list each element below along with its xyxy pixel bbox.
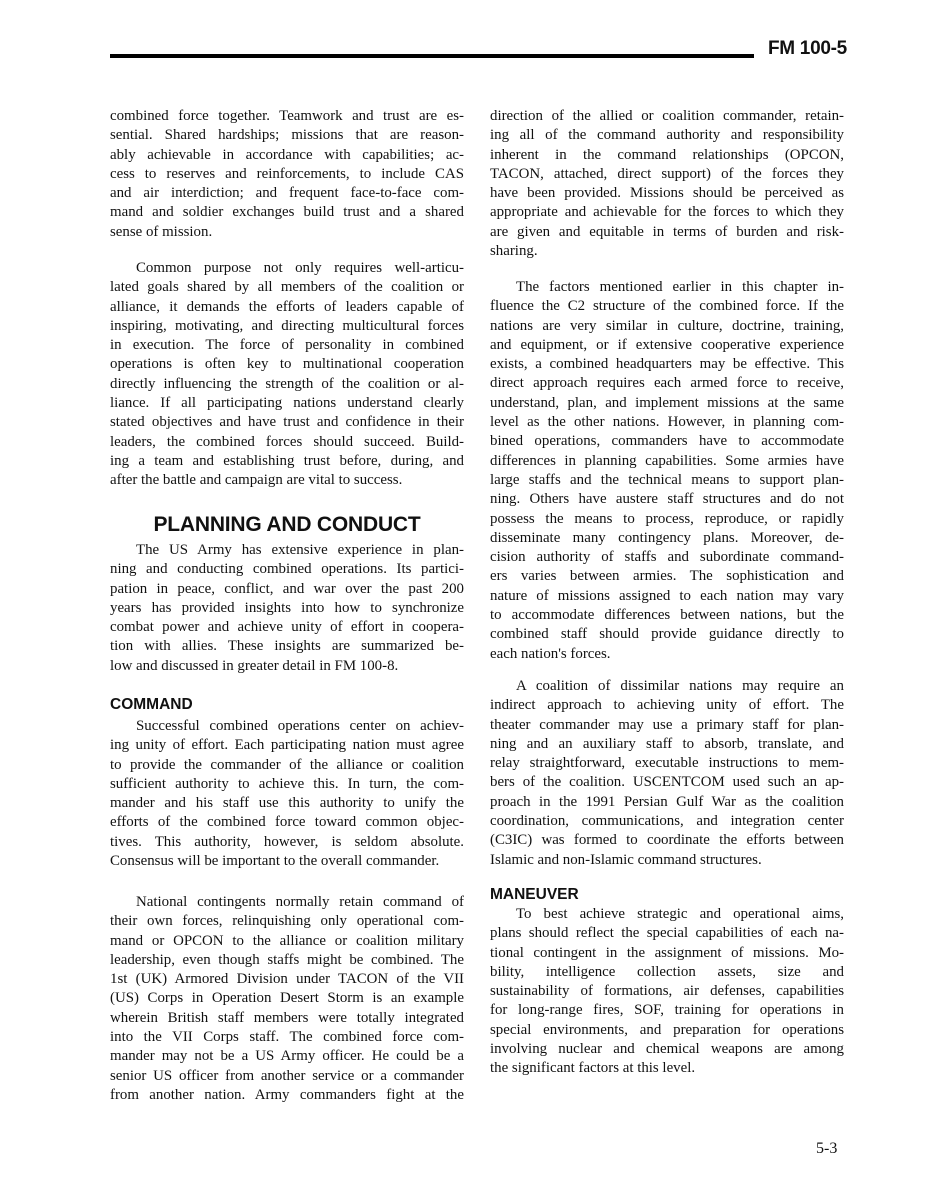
subheading-maneuver: MANEUVER [490,886,579,903]
paragraph [110,259,464,491]
text-line: (C3IC) was formed to coordinate the efforts between [490,832,844,849]
text-line: in execution. The force of personality in combined [110,337,464,354]
text-line: and equipment, or if extensive cooperative experience [490,336,844,353]
text-line: to accommodate differences between nations, but the [490,607,844,624]
text-line: To best achieve strategic and operational aims, [516,906,844,922]
text-line: ing all of the command authority and responsibility [490,127,844,144]
text-line: to provide the commander of the alliance or coalition [110,756,464,773]
text-line: liance. If all participating nations understand clearly [110,395,464,412]
paragraph [490,677,844,870]
text-line: cision authority of staffs and subordinate command- [490,549,844,566]
page-number: 5-3 [816,1140,838,1157]
text-line: for long-range fires, SOF, training for operations in [490,1002,844,1019]
text-line: bined operations, commanders have to accommodate [490,433,844,450]
text-line: special environments, and preparation for operations [490,1021,844,1038]
text-line: sufficient authority to achieve this. In turn, the com- [110,775,464,792]
text-line: involving nuclear and chemical weapons are among [490,1041,844,1058]
text-line: theater commander may use a primary staff for plan- [490,716,844,733]
text-line: leaders, the combined forces should succeed. Build- [110,433,464,450]
text-line: lated goals shared by all members of the coalition or [110,279,464,296]
paragraph [110,717,464,871]
text-line: The factors mentioned earlier in this chapter in- [516,279,844,295]
text-line: Consensus will be important to the overall commander. [110,853,440,870]
text-line: cess to reserves and reinforcements, to include CAS [110,165,464,182]
text-line: mand or OPCON to the alliance or coalition military [110,932,464,949]
text-line: tional contingent in the assignment of missions. Mo- [490,944,844,961]
text-line: low and discussed in greater detail in FM 100-8. [110,657,399,674]
text-line: ning. Others have austere staff structures and do not [490,491,844,508]
text-line: directly influencing the strength of the coalition or al- [110,375,464,392]
text-line: alliance, it demands the efforts of leaders capable of [110,298,464,315]
text-line: are given and equitable in terms of burden and risk- [490,223,844,240]
text-line: proach in the 1991 Persian Gulf War as the coalition [490,793,844,810]
text-line: Islamic and non-Islamic command structures. [490,851,762,868]
text-line: direct approach requires each armed force to receive, [490,375,844,392]
text-line: tives. This authority, however, is seldom absolute. [110,833,464,850]
text-line: senior US officer from another service or a commander [110,1067,464,1084]
paragraph [490,905,844,1079]
header-rule [110,54,754,58]
text-line: pation in peace, conflict, and war over the past 200 [110,580,464,597]
text-line: bility, intelligence collection assets, size and [490,963,844,980]
text-line: ers varies between armies. The sophistication and [490,568,844,585]
text-line: Common purpose not only requires well-articu- [136,260,464,276]
text-line: efforts of the combined force toward common objec- [110,814,464,831]
text-line: coordination, communications, and integration center [490,813,844,830]
text-line: mander may not be a US Army officer. He could be a [110,1048,464,1065]
subheading-command: COMMAND [110,696,193,713]
text-line: nature of missions assigned to each nation may vary [490,587,844,604]
text-line: A coalition of dissimilar nations may require an [516,678,844,694]
text-line: TACON, attached, direct support) of the forces they [490,165,844,182]
text-line: possess the means to process, reproduce, or rapidly [490,510,844,527]
paragraph [490,278,844,664]
text-line: tion with allies. These insights are summarized be- [110,638,464,655]
text-line: and air interdiction; and frequent face-to-face com- [110,185,464,202]
text-line: 1st (UK) Armored Division under TACON of the VII [110,971,464,988]
text-line: plans should reflect the special capabilities of each na- [490,925,844,942]
text-line: sential. Shared hardships; missions that are reason- [110,127,464,144]
text-line: ning and an auxiliary staff to absorb, translate, and [490,735,844,752]
text-line: exists, a combined headquarters may be effective. This [490,356,844,373]
text-line: bers of the coalition. USCENTCOM used such an ap- [490,774,844,791]
text-line: each nation's forces. [490,645,611,662]
text-line: The US Army has extensive experience in plan- [136,542,464,558]
text-line: (US) Corps in Operation Desert Storm is an example [110,990,464,1007]
text-line: into the VII Corps staff. The combined force com- [110,1029,464,1046]
text-line: mander and his staff use this authority to unify the [110,795,464,812]
text-line: combat power and achieve unity of effort in coopera- [110,619,464,636]
text-line: mand and soldier exchanges build trust and a shared [110,204,464,221]
paragraph [490,107,844,261]
text-line: large staffs and the technical means to support plan- [490,471,844,488]
text-line: Successful combined operations center on achiev- [136,718,464,734]
text-line: National contingents normally retain command of [136,894,464,910]
paragraph [110,541,464,676]
text-line: understand, plan, and implement missions at the same [490,394,844,411]
text-line: sustainability of formations, air defenses, capabilities [490,983,844,1000]
text-line: inspiring, motivating, and directing multicultural forces [110,317,464,334]
section-heading-planning-and-conduct: PLANNING AND CONDUCT [153,513,421,536]
text-line: disseminate many contingency plans. Moreover, de- [490,529,844,546]
text-line: ing unity of effort. Each participating nation must agree [110,737,464,754]
text-line: differences in planning capabilities. Some armies have [490,452,844,469]
text-line: direction of the allied or coalition commander, retain- [490,108,844,124]
text-line: the significant factors at this level. [490,1060,696,1077]
text-line: leadership, even though staffs might be combined. The [110,951,464,968]
text-line: appropriate and achievable for the forces to which they [490,204,844,221]
text-line: fluence the C2 structure of the combined force. If the [490,298,844,315]
text-line: sharing. [490,243,538,260]
text-line: ably achievable in accordance with capabilities; ac- [110,146,464,163]
text-line: their own forces, relinquishing only operational com- [110,913,464,930]
document-id: FM 100-5 [768,38,847,59]
text-line: years has provided insights into how to synchronize [110,599,464,616]
text-line: stated objectives and have trust and confidence in their [110,414,464,431]
text-line: from another nation. Army commanders fight at the [110,1086,464,1103]
text-line: wherein British staff members were totally integrated [110,1009,464,1026]
text-line: have been provided. Missions should be perceived as [490,185,844,202]
text-line: operations is often key to multinational cooperation [110,356,464,373]
text-line: after the battle and campaign are vital to success. [110,472,403,489]
text-line: inherent in the command relationships (OPCON, [490,146,844,163]
text-line: ing a team and establishing trust before, during, and [110,452,464,469]
text-line: combined force together. Teamwork and trust are es- [110,108,464,124]
text-line: level as the other nations. However, in planning com- [490,414,844,431]
text-line: indirect approach to achieving unity of effort. The [490,697,844,714]
text-line: nations are very similar in culture, doctrine, training, [490,317,844,334]
text-line: combined staff should provide guidance directly to [490,626,844,643]
paragraph [110,107,464,242]
text-line: sense of mission. [110,223,213,240]
text-line: ning and conducting combined operations. Its partici- [110,561,464,578]
text-line: relay straightforward, executable instructions to mem- [490,755,844,772]
paragraph [110,893,464,1105]
